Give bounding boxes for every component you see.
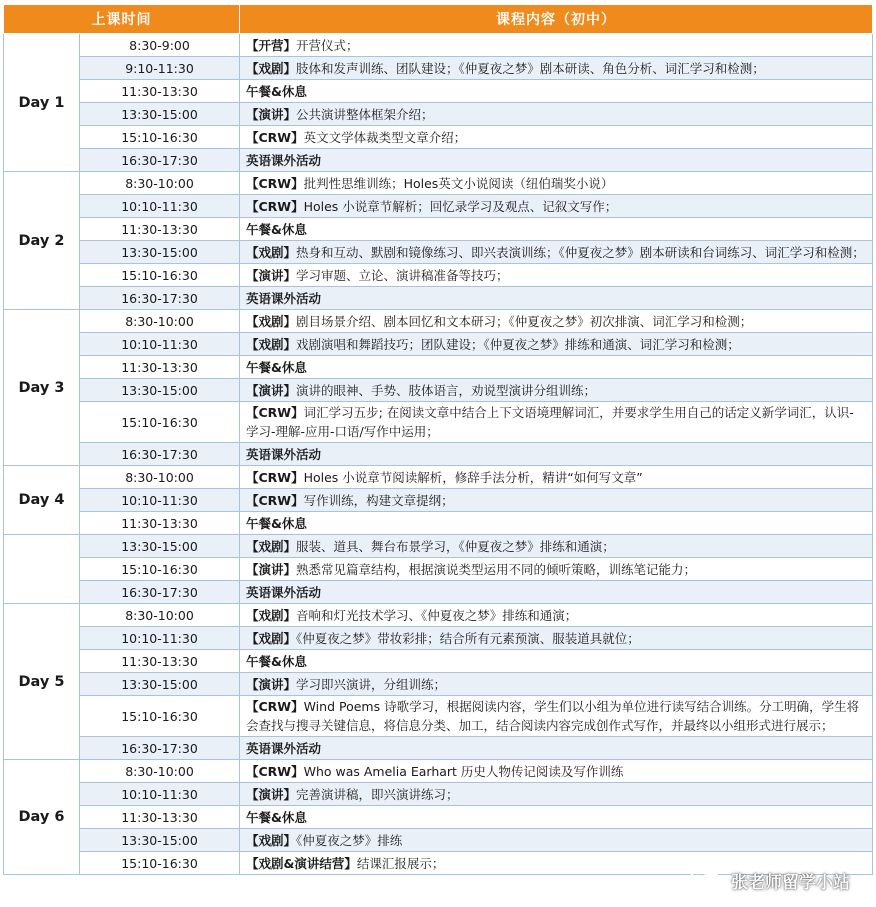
content-cell [240,558,873,581]
schedule-row [4,356,873,379]
day-label: Day 2 [4,172,80,310]
time-cell: 8:30-10:00 [80,310,240,333]
time-cell: 15:10-16:30 [80,126,240,149]
schedule-row [4,806,873,829]
time-cell: 16:30-17:30 [80,287,240,310]
header-row [4,5,873,34]
time-cell: 8:30-10:00 [80,760,240,783]
content-text: 公共演讲整体框架介绍； [296,106,434,122]
schedule-row [4,443,873,466]
content-text: 服装、道具、舞台布景学习，《仲夏夜之梦》排练和通演； [296,538,615,554]
content-cell [240,466,873,489]
category-tag: 【戏剧】 [246,60,297,76]
category-tag: 【演讲】 [246,786,297,802]
content-cell [240,57,873,80]
header-time: 上课时间 [4,5,240,34]
content-text: 批判性思维训练；Holes英文小说阅读（纽伯瑞奖小说） [303,175,614,191]
content-text: 肢体和发声训练、团队建设；《仲夏夜之梦》剧本研读、角色分析、词汇学习和检测； [296,60,765,76]
content-cell [240,195,873,218]
category-tag: 【演讲】 [246,267,297,283]
time-cell: 15:10-16:30 [80,264,240,287]
schedule-row [4,696,873,737]
content-text: Who was Amelia Earhart 历史人物传记阅读及写作训练 [303,763,624,779]
content-text: 午餐&休息 [246,653,307,669]
watermark-text: 张老师留学小站 [731,872,850,893]
content-text: 英文文学体裁类型文章介绍； [303,129,467,145]
content-cell [240,806,873,829]
category-tag: 【戏剧】 [246,538,297,554]
time-cell: 11:30-13:30 [80,218,240,241]
category-tag: 【演讲】 [246,676,297,692]
category-tag: 【戏剧】 [246,630,297,646]
time-cell: 13:30-15:00 [80,241,240,264]
schedule-row [4,310,873,333]
content-cell [240,126,873,149]
schedule-row [4,512,873,535]
content-text: 学习审题、立论、演讲稿准备等技巧； [296,267,509,283]
schedule-row [4,287,873,310]
time-cell: 15:10-16:30 [80,696,240,737]
schedule-row [4,535,873,558]
schedule-row [4,402,873,443]
category-tag: 【戏剧】 [246,244,297,260]
schedule-row [4,673,873,696]
time-cell: 10:10-11:30 [80,783,240,806]
content-cell [240,829,873,852]
content-cell [240,103,873,126]
schedule-row [4,783,873,806]
category-tag: 【戏剧&演讲结营】 [246,855,357,871]
content-text: 戏剧演唱和舞蹈技巧；团队建设；《仲夏夜之梦》排练和通演、词汇学习和检测； [296,336,740,352]
day-label: Day 4 [4,466,80,535]
content-text: 英语课外活动 [246,446,322,462]
header-content: 课程内容（初中） [240,5,873,34]
time-cell: 11:30-13:30 [80,650,240,673]
time-cell: 8:30-10:00 [80,466,240,489]
content-cell [240,264,873,287]
content-cell [240,650,873,673]
content-cell [240,80,873,103]
content-text: 午餐&休息 [246,515,307,531]
time-cell: 10:10-11:30 [80,195,240,218]
content-text: 午餐&休息 [246,359,307,375]
schedule-row [4,604,873,627]
content-text: 演讲的眼神、手势、肢体语言，劝说型演讲分组训练； [296,382,597,398]
content-cell [240,535,873,558]
content-text: 午餐&休息 [246,809,307,825]
schedule-row [4,558,873,581]
day-label [4,535,80,604]
watermark [689,867,850,893]
schedule-row [4,149,873,172]
category-tag: 【演讲】 [246,561,297,577]
time-cell: 16:30-17:30 [80,149,240,172]
schedule-row [4,57,873,80]
content-cell [240,512,873,535]
content-cell [240,218,873,241]
category-tag: 【CRW】 [246,763,304,779]
schedule-row [4,379,873,402]
time-cell: 8:30-10:00 [80,604,240,627]
time-cell: 10:10-11:30 [80,489,240,512]
category-tag: 【CRW】 [246,492,304,508]
content-cell [240,489,873,512]
content-cell [240,379,873,402]
content-cell [240,402,873,443]
content-text: 午餐&休息 [246,221,307,237]
schedule-row [4,103,873,126]
time-cell: 11:30-13:30 [80,512,240,535]
category-tag: 【CRW】 [246,699,304,714]
schedule-row [4,264,873,287]
time-cell: 16:30-17:30 [80,443,240,466]
content-cell [240,673,873,696]
category-tag: 【CRW】 [246,405,304,420]
content-cell [240,356,873,379]
category-tag: 【戏剧】 [246,336,297,352]
content-text: Holes 小说章节阅读解析，修辞手法分析，精讲“如何写文章” [303,469,643,485]
category-tag: 【CRW】 [246,198,304,214]
category-tag: 【CRW】 [246,469,304,485]
category-tag: 【戏剧】 [246,832,297,848]
content-text: 结课汇报展示； [356,855,445,871]
content-cell [240,310,873,333]
content-text: 《仲夏夜之梦》带妆彩排；结合所有元素预演、服装道具就位； [296,630,640,646]
content-text: Holes 小说章节解析；回忆录学习及观点、记叙文写作； [303,198,618,214]
day-label: Day 5 [4,604,80,760]
content-text: 词汇学习五步; 在阅读文章中结合上下文语境理解词汇，并要求学生用自己的话定义新学词汇，认识-学习-理解-应用-口语/写作中运用； [246,405,854,439]
content-cell [240,287,873,310]
schedule-row [4,218,873,241]
day-label: Day 3 [4,310,80,466]
time-cell: 13:30-15:00 [80,379,240,402]
schedule-row [4,34,873,57]
content-text: 学习即兴演讲，分组训练； [296,676,447,692]
time-cell: 9:10-11:30 [80,57,240,80]
schedule-row [4,126,873,149]
category-tag: 【戏剧】 [246,313,297,329]
time-cell: 13:30-15:00 [80,103,240,126]
schedule-row [4,737,873,760]
content-cell [240,627,873,650]
time-cell: 11:30-13:30 [80,806,240,829]
schedule-row [4,760,873,783]
time-cell: 15:10-16:30 [80,852,240,875]
time-cell: 10:10-11:30 [80,333,240,356]
category-tag: 【CRW】 [246,175,304,191]
content-text: 完善演讲稿，即兴演讲练习； [296,786,459,802]
schedule-row [4,172,873,195]
content-text: 熟悉常见篇章结构，根据演说类型运用不同的倾听策略，训练笔记能力； [296,561,697,577]
day-label: Day 6 [4,760,80,875]
category-tag: 【戏剧】 [246,607,297,623]
content-text: 热身和互动、默剧和镜像练习、即兴表演训练；《仲夏夜之梦》剧本研读和台词练习、词汇学习和检测； [296,244,865,260]
category-tag: 【演讲】 [246,106,297,122]
content-text: 英语课外活动 [246,584,322,600]
schedule-row [4,466,873,489]
time-cell: 13:30-15:00 [80,673,240,696]
content-text: 写作训练，构建文章提纲； [303,492,454,508]
schedule-row [4,650,873,673]
schedule-row [4,333,873,356]
content-cell [240,241,873,264]
content-cell [240,604,873,627]
day-label: Day 1 [4,34,80,172]
content-cell [240,783,873,806]
time-cell: 16:30-17:30 [80,737,240,760]
content-text: 英语课外活动 [246,290,322,306]
content-text: 《仲夏夜之梦》排练 [296,832,403,848]
content-text: Wind Poems 诗歌学习，根据阅读内容，学生们以小组为单位进行读写结合训练。分工明确，学生将会查找与搜寻关键信息，将信息分类、加工，结合阅读内容完成创作式写作，并最终以小组形式进行展示； [246,699,860,733]
time-cell: 8:30-10:00 [80,172,240,195]
content-cell [240,581,873,604]
schedule-row [4,489,873,512]
content-text: 开营仪式； [296,37,359,53]
time-cell: 15:10-16:30 [80,558,240,581]
schedule-row [4,80,873,103]
category-tag: 【演讲】 [246,382,297,398]
schedule-row [4,581,873,604]
content-cell [240,333,873,356]
content-text: 音响和灯光技术学习、《仲夏夜之梦》排练和通演； [296,607,578,623]
schedule-table [3,4,873,875]
content-text: 英语课外活动 [246,152,322,168]
time-cell: 11:30-13:30 [80,356,240,379]
schedule-row [4,829,873,852]
time-cell: 16:30-17:30 [80,581,240,604]
time-cell: 15:10-16:30 [80,402,240,443]
schedule-body [4,34,873,875]
content-text: 英语课外活动 [246,740,322,756]
content-cell [240,760,873,783]
time-cell: 11:30-13:30 [80,80,240,103]
content-text: 剧目场景介绍、剧本回忆和文本研习；《仲夏夜之梦》初次排演、词汇学习和检测； [296,313,753,329]
schedule-row [4,195,873,218]
content-cell [240,149,873,172]
category-tag: 【CRW】 [246,129,304,145]
schedule-row [4,241,873,264]
content-cell [240,443,873,466]
content-text: 午餐&休息 [246,83,307,99]
time-cell: 13:30-15:00 [80,829,240,852]
content-cell [240,34,873,57]
time-cell: 10:10-11:30 [80,627,240,650]
time-cell: 8:30-9:00 [80,34,240,57]
content-cell [240,696,873,737]
time-cell: 13:30-15:00 [80,535,240,558]
content-cell [240,172,873,195]
content-cell [240,737,873,760]
wechat-icon [689,867,725,893]
schedule-row [4,627,873,650]
category-tag: 【开营】 [246,37,297,53]
